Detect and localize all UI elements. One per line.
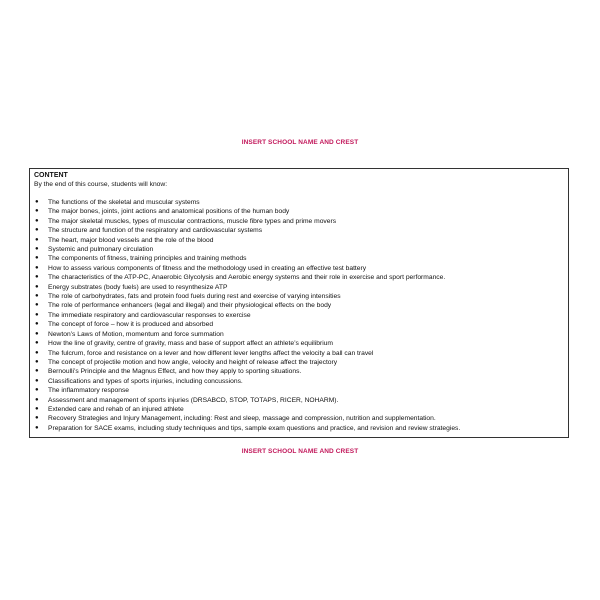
list-item: ● Classifications and types of sports injuries, including concussions. [35, 377, 243, 385]
bullet-icon: ● [35, 264, 39, 271]
content-list [34, 198, 564, 433]
bullet-icon: ● [35, 227, 39, 234]
list-item: ● The inflammatory response [35, 387, 130, 395]
bullet-icon: ● [35, 217, 39, 224]
content-box [29, 168, 569, 438]
list-item: ● The role of performance enhancers (legal and illegal) and their physiological effects on the body [35, 302, 332, 310]
list-item: ● The immediate respiratory and cardiovascular responses to exercise [35, 311, 251, 319]
content-intro: By the end of this course, students will know: [34, 181, 168, 188]
bullet-icon: ● [35, 302, 39, 309]
bullet-icon: ● [35, 387, 39, 394]
list-item: ● How to assess various components of fitness and the methodology used in creating an effective test battery [35, 264, 367, 272]
list-item: ● Extended care and rehab of an injured athlete [35, 405, 184, 413]
bullet-icon: ● [35, 255, 39, 262]
bullet-icon: ● [35, 293, 39, 300]
list-item: ● Energy substrates (body fuels) are used to resynthesize ATP [35, 283, 228, 291]
bullet-icon: ● [35, 368, 39, 375]
list-item: ● The concept of force – how it is produced and absorbed [35, 321, 214, 329]
list-item: ● The major skeletal muscles, types of muscular contractions, muscle fibre types and prime movers [35, 217, 337, 225]
bullet-icon: ● [35, 377, 39, 384]
bullet-icon: ● [35, 396, 39, 403]
list-item: ● The role of carbohydrates, fats and protein food fuels during rest and exercise of varying intensities [35, 293, 341, 301]
bullet-icon: ● [35, 311, 39, 318]
list-item: ● The characteristics of the ATP-PC, Anaerobic Glycolysis and Aerobic energy systems and their role in exercise and sport performance. [35, 274, 446, 282]
list-item: ● Newton’s Laws of Motion, momentum and force summation [35, 330, 224, 338]
bullet-icon: ● [35, 283, 39, 290]
bullet-icon: ● [35, 415, 39, 422]
list-item: ● Assessment and management of sports injuries (DRSABCD, STOP, TOTAPS, RICER, NOHARM). [35, 396, 339, 404]
list-item: ● The concept of projectile motion and how angle, velocity and height of release affect the trajectory [35, 358, 338, 366]
list-item: ● How the line of gravity, centre of gravity, mass and base of support affect an athlete’s equilibrium [35, 340, 333, 348]
bullet-icon: ● [35, 340, 39, 347]
list-item: ● The heart, major blood vessels and the role of the blood [35, 236, 214, 244]
bullet-icon: ● [35, 274, 39, 281]
bullet-icon: ● [35, 208, 39, 215]
list-item: ● The major bones, joints, joint actions and anatomical positions of the human body [35, 208, 290, 216]
list-item: ● The functions of the skeletal and muscular systems [35, 199, 200, 206]
list-item: ● Preparation for SACE exams, including study techniques and tips, sample exam questions and practice, and revision and review strategies. [35, 424, 461, 432]
bullet-icon: ● [35, 330, 39, 337]
list-item: ● The structure and function of the respiratory and cardiovascular systems [35, 227, 263, 235]
header-school-name: INSERT SCHOOL NAME AND CREST [241, 139, 359, 146]
footer-school-name: INSERT SCHOOL NAME AND CREST [241, 448, 359, 455]
list-item: ● The components of fitness, training principles and training methods [35, 255, 247, 263]
bullet-icon: ● [35, 424, 39, 431]
list-item: ● Recovery Strategies and Injury Management, including: Rest and sleep, massage and compression, nutrition and supplementation. [35, 415, 436, 423]
bullet-icon: ● [35, 349, 39, 356]
bullet-icon: ● [35, 358, 39, 365]
content-heading: CONTENT [34, 172, 68, 179]
bullet-icon: ● [35, 321, 39, 328]
bullet-icon: ● [35, 236, 39, 243]
bullet-icon: ● [35, 199, 39, 205]
list-item: ● Bernoulli’s Principle and the Magnus Effect, and how they apply to sporting situations. [35, 368, 302, 376]
list-item: ● Systemic and pulmonary circulation [35, 246, 154, 254]
bullet-icon: ● [35, 405, 39, 412]
list-item: ● The fulcrum, force and resistance on a lever and how different lever lengths affect the velocity a ball can travel [35, 349, 374, 357]
bullet-icon: ● [35, 246, 39, 253]
